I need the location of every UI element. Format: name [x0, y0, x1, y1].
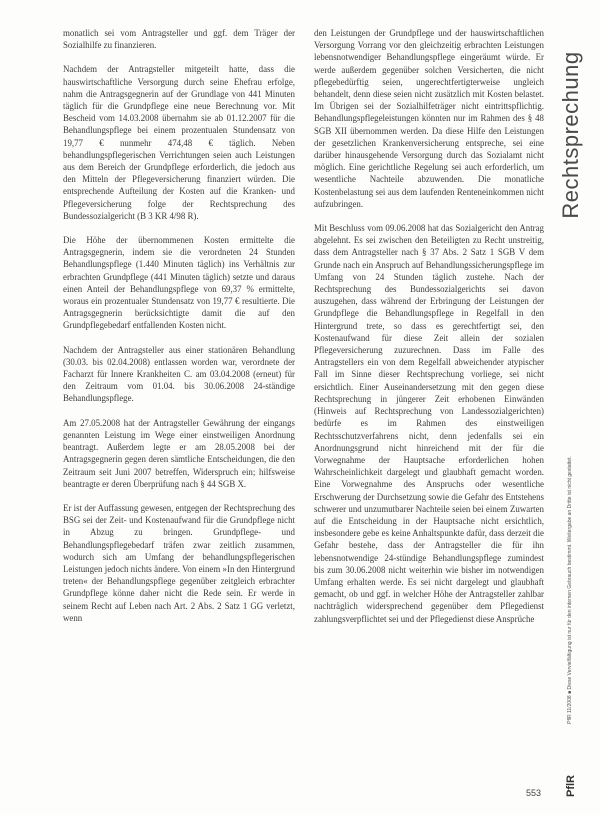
page-number: 553	[526, 788, 542, 798]
running-title-text: Rechtsprechung	[558, 51, 583, 219]
paragraph: den Leistungen der Grundpflege und der hauswirtschaftlichen Versorgung Vorrang vor den gleichzeitig erbrachten Leistungen lebensnotwendiger Behandlungspflege eingeräumt würde. Er werde außerdem gegenüber solchen Versicherten, die nicht pflegebedürftig seien, ungerechtfertigterweise ungleich behandelt, denn diese seien nicht zusätzlich mit Kosten belastet. Im Übrigen sei der Sozialhilfeträger nicht eintrittspflichtig. Behandlungspflegeleistungen könnten nur im Rahmen des § 48 SGB XII übernommen werden. Da diese Hilfe den Leistungen der gesetzlichen Krankenversicherung entspreche, sei eine darüber hinausgehende Versorgung durch das Sozialamt nicht möglich. Eine gerichtliche Regelung sei auch erforderlich, um wesentliche Nachteile abzuwenden. Die monatliche Kostenbelastung sei aus dem laufenden Renteneinkommen nicht aufzubringen.	[314, 28, 544, 209]
paragraph: Nachdem der Antragsteller aus einer stationären Behandlung (30.03. bis 02.04.2008) entlassen worden war, verordnete der Facharzt für Innere Krankheiten C. am 03.04.2008 (erneut) für den Zeitraum vom 01.04. bis 30.06.2008 24-ständige Behandlungspflege.	[63, 344, 295, 404]
paragraph: Die Höhe der übernommenen Kosten ermittelte die Antragsgegnerin, indem sie die verordneten 24 Stunden Behandlungspflege (1.440 Minuten täglich) ins Verhältnis zur erbrachten Grundpflege (441 Minuten täglich) setzte und daraus einen Anteil der Behandlungspflege von 69,37 % ermittelte, woraus ein prozentualer Stundensatz von 19,77 € resultierte. Die Antragsgegnerin berücksichtigte damit die auf den Grundpflegebedarf entfallenden Kosten nicht.	[63, 235, 295, 331]
journal-logo-text: PflR	[565, 775, 577, 797]
paragraph: monatlich sei vom Antragsteller und ggf. dem Träger der Sozialhilfe zu finanzieren.	[63, 28, 295, 51]
journal-logo	[563, 770, 579, 802]
paragraph: Am 27.05.2008 hat der Antragsteller Gewährung der eingangs genannten Leistung im Wege einer einstweiligen Anordnung beantragt. Außerdem legte er am 28.05.2008 bei der Antragsgegnerin gegen deren sämtliche Entscheidungen, die den Zeitraum seit Juni 2007 betreffen, Widerspruch ein; hilfsweise beantragte er deren Überprüfung nach § 44 SGB X.	[63, 417, 295, 489]
paragraph: Mit Beschluss vom 09.06.2008 hat das Sozialgericht den Antrag abgelehnt. Es sei zwischen den Beteiligten zu Recht unstreitig, dass dem Antragsteller nach § 37 Abs. 2 Satz 1 SGB V dem Grunde nach ein Anspruch auf Behandlungssicherungspflege im Umfang von 24 Stunden täglich zustehe. Nach der Rechtsprechung des Bundessozialgerichts sei davon auszugehen, dass während der Erbringung der Leistungen der Grundpflege die Behandlungspflege in Regelfall in den Hintergrund trete, so dass es gerechtfertigt sei, den Kostenaufwand für diese Zeit allein der sozialen Pflegeversicherung zuzurechnen. Dass im Falle des Antragstellers ein von dem Regelfall abweichender atypischer Fall im Sinne dieser Rechtsprechung vorliege, sei nicht ersichtlich. Einer Auseinandersetzung mit den gegen diese Rechtsprechung in jüngerer Zeit erhobenen Einwänden (Hinweis auf Rechtsprechung von Landessozialgerichten) bedürfe es im Rahmen des einstweiligen Rechtsschutzverfahrens nicht, denn jedenfalls sei ein Anordnungsgrund nicht hinreichend mit der für die Vorwegnahme der Hauptsache erforderlichen hohen Wahrscheinlichkeit dargelegt und glaubhaft gemacht worden. Eine Vorwegnahme des Anspruchs oder wesentliche Erschwerung der Durchsetzung sowie die Gefahr des Entstehens schwerer und unzumutbarer Nachteile seien bei einem Zuwarten auf die Entscheidung in der Hauptsache nicht ersichtlich, insbesondere gebe es keine Anhaltspunkte dafür, dass derzeit die Gefahr bestehe, dass der Antragsteller die für ihn lebensnotwendige 24-stündige Behandlungspflege zumindest bis zum 30.06.2008 nicht weiterhin wie bisher im notwendigen Umfang erhalten werde. Es sei nicht dargelegt und glaubhaft gemacht, ob und ggf. in welcher Höhe der Antragsteller zahlbar nachträglich widersprechend gegenüber dem Pflegedienst zahlungsverpflichtet sei und der Pflegedienst diese Ansprüche	[314, 223, 544, 624]
side-note-text: PflR 11/2008 ■ Diese Vervielfältigung ist nur für den internen Gebrauch bestimmt. Weitergabe an Dritte ist nicht gestattet.	[567, 456, 573, 724]
running-title	[557, 20, 585, 250]
paragraph: Nachdem der Antragsteller mitgeteilt hatte, dass die hauswirtschaftliche Versorgung durch seine Ehefrau erfolge, nahm die Antragsgegnerin auf der Grundlage von 441 Minuten täglich für die Grundpflege eine neue Berechnung vor. Mit Bescheid vom 14.03.2008 übernahm sie ab 01.12.2007 für die Behandlungspflege bei einem prozentualen Stundensatz von 19,77 € nunmehr 474,48 € täglich. Neben behandlungspflegerischen Verrichtungen seien auch Leistungen aus dem Bereich der Grundpflege erforderlich, die jedoch aus den Mitteln der Pflegeversicherung finanziert würden. Die entsprechende Aufteilung der Kosten auf die Kranken- und Pflegeversicherung folge der Rechtsprechung des Bundessozialgericht (B 3 KR 4/98 R).	[63, 64, 295, 221]
side-note	[563, 380, 577, 800]
paragraph: Er ist der Auffassung gewesen, entgegen der Rechtsprechung des BSG sei der Zeit- und Kostenaufwand für die Grundpflege nicht in Abzug zu bringen. Grundpflege- und Behandlungspflegebedarf träfen zwar zeitlich zusammen, wodurch sich am Umfang der behandlungspflegerischen Leistungen jedoch nichts ändere. Von einem »In den Hintergrund treten« der Behandlungspflege gegenüber zeitgleich erbrachter Grundpflege könne daher nicht die Rede sein. Er werde in seinem Recht auf Leben nach Art. 2 Abs. 2 Satz 1 GG verletzt, wenn	[63, 502, 295, 623]
right-column	[314, 27, 544, 637]
left-column	[63, 27, 295, 636]
